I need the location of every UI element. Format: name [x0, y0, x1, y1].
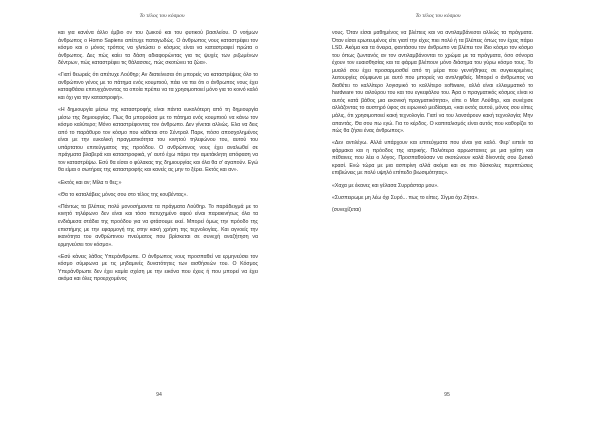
right-page [300, 0, 600, 424]
paragraph: «Πάντως τα βλέπεις πολύ μονοσήμαντα τα πράγματα Λούθηρ. Το παράδειγμά με το κινητό τηλέφωνο δεν είναι και τόσο πετυχημένο αφού είναι παρακινήτως όλα τα ενδιάμεσα στάδια της προόδου για να φτάσουμε εκεί. Μπορεί όμως την πρόοδο της επιστήμης με την εφαρμογή της στην κακή χρήση της τεχνολογίας. Και αγνοείς την ικανότητα του ανθρώπινου πνεύματος που βρίσκεται σε συνεχή αναζήτηση να ερμηνεύσει τον κόσμο». [58, 203, 258, 248]
paragraph: (συνεχίζεται) [332, 206, 362, 213]
body-text [58, 30, 258, 289]
running-head: Το τέλος του κόσμου [139, 13, 185, 19]
paragraph: «Χαχα με έκανες και γέλασα Συρράσταρ μου». [332, 182, 439, 189]
paragraph: «Γιατί θεωρείς ότι απέτυχε Λούθηρ; Αν διατείνεσαι ότι μπορείς να καταστρέψεις όλο το ανθρώπινο γένος με το πάτημα ενός κουμπιού, πάει να πει ότι ο άνθρωπος νους έχει καταφθάσει επιτυγχάνοντας τα οποία πρέπει να τα χρησιμοποιεί μόνο για το κοινό καλό και όχι για την καταστροφή». [58, 72, 258, 101]
paragraph: «Εσύ κάνεις λάθος Υπεράνθρωπε. Ο άνθρωπος νους προσπαθεί να ερμηνεύσει τον κόσμο σύμφωνα με τις μηδαμινές δυνατότητες των αισθήσεών του. Ο Κόσμος Υπεράνθρωπε δεν έχει καμία σχέση με την εικόνα που έχεις ή που μπορεί να έχει ακόμα και όλες προερχομένος [58, 253, 258, 283]
paragraph: «Η δημιουργία μέσω της καταστροφής είναι πάντα ευκολότερη από τη δημιουργία μέσω της δημιουργίας. Πως θα μπορούσα με το πάτημα ενός κουμπιού να κάνω τον κόσμο καλύτερο; Μόνο καταστρέφοντας τον άνθρωπο. Δεν γίνεται αλλιώς. Ελα να δεις από το παράθυρο τον κόσμο που κάθεται στο Σέντραλ Παρκ, πόσο αποσχολημένος είναι με την ευκολική πραγματικότητα του κινητού τηλεφώνου του, αυτού του υπάρτατου επιτεύγματος της προόδου. Ο ανθρώπινος νους έχει αναλωθεί σε πράγματα βλαβερά και καταστροφικά, γι' αυτό έχω πάρει την αμετάκλητη απόφαση να τον καταστρέψω. Εσύ θα είσαι ο φύλακας της δημιουργίας και όλα θα σ' αγαπούν. Εγώ θα είμαι ο σωτήρας της καταστροφής και κανείς ας μην το ξέρει. Εκτός και αν». [58, 107, 258, 174]
paragraph: και για κανένα άλλο έμβιο ον του ζωικού και του φυτικού βασιλείου. Ο νοήμων άνθρωπος ο Homo Sapiens απέτυχε παταγωδώς. Ο άνθρωπος νους καταστρέφει τον κόσμο και ο μόνος τρόπος να γλιτώσει ο κόσμος είναι να καταστραφεί πρώτα ο άνθρωπος. Δες πώς καίει τα δάση αδιαφορώντας για τις ψυχές των ριζωμένων δέντρων, πώς καταστρέφει τις θάλασσες, πώς σκοτώνει τα ζώα». [58, 30, 258, 67]
paragraph: «Εκτός και αν; Μίλα τι θες;» [58, 179, 122, 186]
body-text [332, 30, 533, 219]
page-number: 94 [156, 392, 162, 398]
paragraph: «Δεν αντιλέγω. Αλλά υπάρχουν και επιτεύγματα που είναι για καλό. Φερ' ειπείν τα φάρμακα και η πρόοδος της ιατρικής. Παλιότερα αρρωσταινες με μια γρίπη και πέθαινες που λέει ο λόγος. Προσπαθούσαν να σκοτώνουν καλά δίνοντάς σου ζωτικό κρασί. Ενώ τώρα με μια ασπιρίνη αλλά ακόμα και σε πιο δύσκολες περιπτώσεις επιβιώνεις με πολύ υψηλό επίπεδο βιωσιμότητας». [332, 140, 533, 177]
paragraph: «Συσπειρωμε μη λέω όχι Συρό... πως το είπες. Σίγμα όχι Ζήτα». [332, 194, 479, 201]
paragraph: «Θα το καταλάβεις μόνος σου στο τέλος της κουβέντας». [58, 191, 188, 198]
paragraph: νους. Όταν είσαι μαθημένος να βλέπεις και να αντιλαμβάνεσαι αλλιώς τα πράγματα. Όταν είσαι ερωτευμένος είτε γιατί την είχες πιει πολύ ή τα βλέπεις όπως τον έχεις πάρει LSD. Ακόμα και τα όνειρα, φαντάσου τον άνθρωπο να βλέπει τον ίδιο κόσμο τον κόσμο του όπως ζωντανός αν τον αντιλαμβάνονται το χρώμα με τα πράγματα, όσο σόνορα έχουν τον ευαισθησίας και τα φάρμα βλέπουν μόνο διάσημα του γύρω κόσμο τους. Το μυαλό σου έχει προσαρμοσθεί από τη μέρα που γεννήθηκες σε συγκεκριμένες λειτουργίες σύμφωνα με αυτό που μπορείς να αντιληφθείς. Μπορεί ο άνθρωπος να διαθέτει το καλλίτερο λογισμικό το καλλίτερο software, αλλά είναι ελλειμματικό το hardware του αιλούρου του και του εγκεφάλου του. Άρα ο πραγματικός κόσμος είναι κι αυτός κατά βάθος μια εικονική πραγματικότητα», είπε ο Ματ Λούθηρ, και συνέχισε αλλάζοντας το αυστηρό ύφος σε ειρωνικό μειδίασμα, «και εκτός αυτού, μόνος σου είπες μάλις, ότι χρησιμοποιεί κακή τεχνολογία. Γιατί να του λανσάρουν κακή τεχνολογία; Μην απαντάς. Θα σου πω εγώ. Για το κέρδος. Ο καπιταλισμός είναι αυτός που καθορίζει το πώς θα ζήσει ένας άνθρωπος». [332, 30, 533, 135]
page-number: 95 [444, 392, 450, 398]
running-head: Το τέλος του κόσμου [415, 13, 461, 19]
